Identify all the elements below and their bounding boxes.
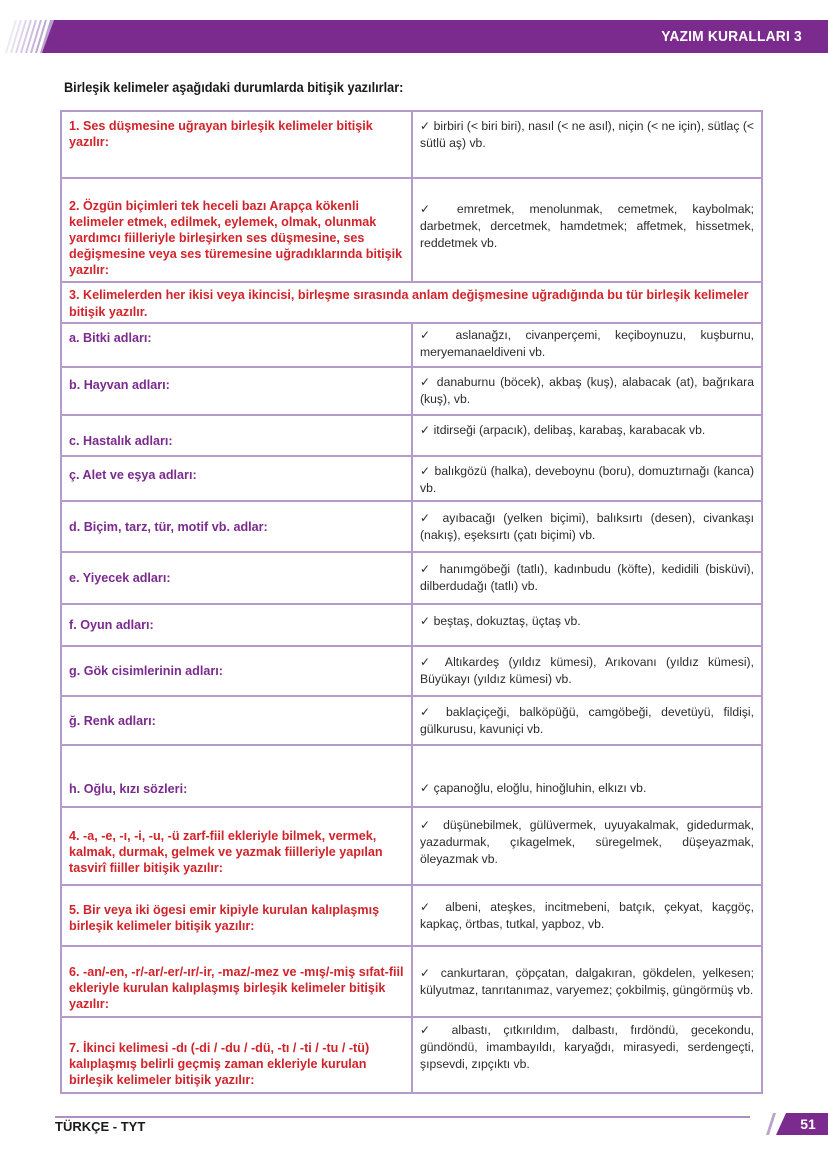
example-cell [413,947,761,1016]
rule-cell [62,947,413,1016]
table-row-full [62,283,761,324]
example-cell [413,324,761,366]
example-text: ✓ balıkgözü (halka), deveboynu (boru), domuztırnağı (kanca) vb. [420,464,754,495]
table-row [62,112,761,179]
table-row [62,605,761,647]
subitem-label-cell [62,416,413,455]
example-cell [413,1018,761,1092]
example-text: ✓ birbiri (< biri biri), nasıl (< ne asıl), niçin (< ne için), sütlaç (< sütlü aş) vb. [420,119,754,150]
subitem-label-cell [62,746,413,806]
example-cell [413,808,761,884]
example-text: ✓ itdirseği (arpacık), delibaş, karabaş, karabacak vb. [420,423,706,437]
rule-text: 1. Ses düşmesine uğrayan birleşik kelimeler bitişik yazılır: [69,119,373,149]
rule-text: 4. -a, -e, -ı, -i, -u, -ü zarf-fiil ekleriyle bilmek, vermek, kalmak, durmak, gelmek ve yazmak fiilleriyle yapılan tasvirî fiiller bitişik yazılır: [69,829,383,875]
table-row [62,368,761,416]
example-text: ✓ albeni, ateşkes, incitmebeni, batçık, çekyat, kaçgöç, kapkaç, örtbas, tutkal, yapboz, vb. [420,899,754,931]
subitem-label: g. Gök cisimlerinin adları: [69,664,223,678]
table-row [62,697,761,746]
example-text: ✓ danaburnu (böcek), akbaş (kuş), alabacak (at), bağrıkara (kuş), vb. [420,375,754,406]
subitem-label: h. Oğlu, kızı sözleri: [69,782,188,796]
example-text: ✓ beştaş, dokuztaş, üçtaş vb. [420,614,581,628]
example-text: ✓ Altıkardeş (yıldız kümesi), Arıkovanı (yıldız kümesi), Büyükayı (yıldız kümesi) vb. [420,655,754,686]
rule-cell [62,179,413,281]
section-title: YAZIM KURALLARI 3 [661,28,802,45]
page-tab-stripe-icon [766,1113,776,1135]
example-text: ✓ cankurtaran, çöpçatan, dalgakıran, gökdelen, yelkesen; külyutmaz, tanrıtanımaz, varyemez; çokbilmiş, güngörmüş vb. [420,965,754,997]
table-row [62,457,761,502]
rule-text: 5. Bir veya iki ögesi emir kipiyle kurulan kalıplaşmış birleşik kelimeler bitişik yazılır: [69,902,380,933]
subitem-label: d. Biçim, tarz, tür, motif vb. adlar: [69,519,268,534]
table-row [62,647,761,697]
example-cell [413,112,761,177]
rule-cell [62,886,413,945]
subitem-label-cell [62,647,413,695]
table-row [62,179,761,283]
subitem-label: ğ. Renk adları: [69,713,156,728]
example-cell [413,647,761,695]
table-row [62,947,761,1018]
example-cell [413,886,761,945]
example-text: ✓ ayıbacağı (yelken biçimi), balıksırtı (desen), civankaşı (nakış), eşeksırtı (çatı biçimi) vb. [420,510,754,542]
example-cell [413,605,761,645]
example-cell [413,502,761,551]
table-row [62,553,761,605]
subitem-label-cell [62,605,413,645]
table-row [62,886,761,947]
example-cell [413,368,761,414]
rule-cell [62,1018,413,1092]
subitem-label-cell [62,553,413,603]
subitem-label-cell [62,324,413,366]
subitem-label-cell [62,457,413,500]
page-header [0,20,828,53]
example-cell [413,697,761,744]
rules-table [60,110,763,1094]
example-text: ✓ hanımgöbeği (tatlı), kadınbudu (köfte), kedidili (bisküvi), dilberdudağı (tatlı) vb. [420,562,754,593]
subitem-label: e. Yiyecek adları: [69,571,171,585]
subitem-label-cell [62,697,413,744]
page-number: 51 [800,1116,816,1132]
subitem-label-cell [62,368,413,414]
rule-text: 7. İkinci kelimesi -dı (-di / -du / -dü, -tı / -ti / -tu / -tü) kalıplaşmış belirli geçmiş zaman ekleriyle kurulan birleşik kelimeler bitişik yazılır: [69,1041,370,1087]
table-row [62,746,761,808]
subitem-label: ç. Alet ve eşya adları: [69,468,197,482]
table-row [62,808,761,886]
table-row [62,1018,761,1092]
example-cell [413,746,761,806]
rule-cell [62,112,413,177]
example-text: ✓ aslanağzı, civanperçemi, keçiboynuzu, kuşburnu, meryemanaeldiveni vb. [420,328,754,359]
example-cell [413,553,761,603]
subitem-label: a. Bitki adları: [69,331,152,345]
table-row [62,416,761,457]
example-text: ✓ çapanoğlu, eloğlu, hinoğluhin, elkızı vb. [420,781,647,795]
table-row [62,502,761,553]
rule-text: 6. -an/-en, -r/-ar/-er/-ır/-ir, -maz/-mez ve -mış/-miş sıfat-fiil ekleriyle kurulan kalıplaşmış birleşik kelimeler bitişik yazılır: [69,965,404,1011]
footer-divider [55,1116,750,1118]
rule-3-heading: 3. Kelimelerden her ikisi veya ikincisi, birleşme sırasında anlam değişmesine uğradığında bu tür birleşik kelimeler bitişik yazılır. [69,288,749,319]
example-text: ✓ emretmek, menolunmak, cemetmek, kaybolmak; darbetmek, dercetmek, hamdetmek; affetmek, hissetmek, reddetmek vb. [420,201,754,250]
example-cell [413,457,761,500]
example-text: ✓ baklaçiçeği, balköpüğü, camgöbeği, devetüyü, fildişi, gülkurusu, kavuniçi vb. [420,704,754,736]
subitem-label: f. Oyun adları: [69,618,154,632]
example-text: ✓ albastı, çıtkırıldım, dalbastı, fırdöndü, gecekondu, gündöndü, imambayıldı, karyağdı, mirasyedi, serdengeçti, şıpsevdi, zıpçıktı vb. [420,1023,754,1071]
rule-cell [62,808,413,884]
rule-text: 2. Özgün biçimleri tek heceli bazı Arapça kökenli kelimeler etmek, edilmek, eylemek, olmak, olunmak yardımcı fiilleriyle birleşirken ses düşmesine, ses değişmesine veya ses türemesine uğradıklarında bitişik yazılır: [69,199,403,277]
footer-subject: TÜRKÇE - TYT [55,1119,146,1134]
table-row [62,324,761,368]
subitem-label-cell [62,502,413,551]
example-text: ✓ düşünebilmek, gülüvermek, uyuyakalmak, gidedurmak, yazadurmak, çıkagelmek, süregelmek, düşeyazmak, öleyazmak vb. [420,818,754,866]
subitem-label: b. Hayvan adları: [69,378,170,392]
example-cell [413,179,761,281]
example-cell [413,416,761,455]
intro-text: Birleşik kelimeler aşağıdaki durumlarda bitişik yazılırlar: [64,80,404,95]
subitem-label: c. Hastalık adları: [69,434,173,448]
